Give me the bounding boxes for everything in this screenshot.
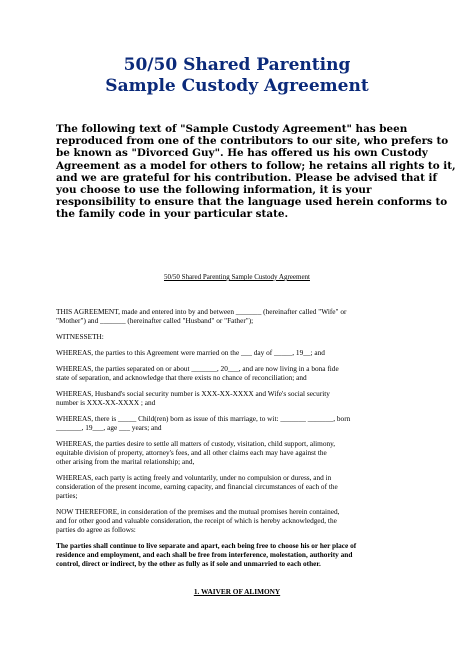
paragraph-line: parties; [56, 491, 78, 500]
paragraph-line: The parties shall continue to live separate and apart, each being free to choose his or her place of [56, 541, 357, 550]
agreement-paragraph [56, 307, 446, 325]
document-title-line-2: Sample Custody Agreement [105, 76, 369, 96]
paragraph-line: NOW THEREFORE, in consideration of the premises and the mutual promises herein contained, [56, 507, 340, 516]
paragraph-line: control, direct or indirect, by the other as fully as if sole and unmarried to each other. [56, 559, 321, 568]
agreement-paragraph [56, 507, 446, 534]
paragraph-line: WHEREAS, each party is acting freely and voluntarily, under no compulsion or duress, and in [56, 473, 332, 482]
agreement-paragraph [56, 414, 446, 432]
intro-line: and we are grateful for his contribution. Please be advised that if [56, 171, 437, 184]
intro-line: you choose to use the following information, it is your [56, 184, 372, 197]
agreement-paragraph [56, 389, 446, 407]
paragraph-line: number is XXX-XX-XXXX ; and [56, 398, 156, 407]
intro-line: responsibility to ensure that the language used herein conforms to [56, 196, 448, 209]
agreement-paragraph [56, 364, 446, 382]
paragraph-line: parties do agree as follows: [56, 525, 136, 534]
paragraph-line: WITNESSETH: [56, 332, 104, 341]
paragraph-line: "Mother") and _______ (hereinafter called "Husband" or "Father"); [56, 316, 254, 325]
paragraph-line: residence and employment, and each shall be free from interference, molestation, authority and [56, 550, 353, 559]
intro-paragraph [56, 123, 456, 221]
paragraph-line: _______, 19___, age ___ years; and [56, 423, 162, 432]
intro-line: Agreement as a model for others to follow; he retains all rights to it, [56, 159, 456, 172]
agreement-heading: 50/50 Shared Parenting Sample Custody Agreement [163, 273, 310, 281]
document-title-line-1: 50/50 Shared Parenting [123, 55, 351, 75]
section-heading-waiver-of-alimony: 1. WAIVER OF ALIMONY [193, 587, 281, 596]
paragraph-line: WHEREAS, there is _____ Child(ren) born as issue of this marriage, to wit: _______ _______, born [56, 414, 351, 423]
agreement-paragraph [56, 439, 446, 466]
paragraph-line: WHEREAS, the parties desire to settle all matters of custody, visitation, child support, alimony, [56, 439, 336, 448]
intro-line: reproduced from one of the contributors to our site, who prefers to [56, 135, 449, 148]
paragraph-line: state of separation, and acknowledge that there exists no chance of reconciliation; and [56, 373, 307, 382]
paragraph-line: WHEREAS, the parties separated on or about _______, 20___, and are now living in a bona fide [56, 364, 339, 373]
agreement-paragraph [56, 541, 446, 568]
paragraph-line: other arising from the marital relationship; and, [56, 457, 195, 466]
intro-line: the family code in your particular state. [56, 208, 289, 221]
paragraph-line: and for other good and valuable consideration, the receipt of which is hereby acknowledged, the [56, 516, 337, 525]
paragraph-line: THIS AGREEMENT, made and entered into by and between _______ (hereinafter called "Wife" or [56, 307, 347, 316]
agreement-paragraph [56, 332, 446, 341]
paragraph-line: equitable division of property, attorney's fees, and all other claims each may have against the [56, 448, 327, 457]
intro-line: be known as "Divorced Guy". He has offered us his own Custody [56, 147, 428, 160]
paragraph-line: WHEREAS, Husband's social security number is XXX-XX-XXXX and Wife's social security [56, 389, 330, 398]
agreement-body [56, 307, 446, 575]
paragraph-line: consideration of the present income, earning capacity, and financial circumstances of each of the [56, 482, 338, 491]
agreement-paragraph [56, 473, 446, 500]
agreement-paragraph [56, 348, 446, 357]
intro-line: The following text of "Sample Custody Agreement" has been [56, 123, 408, 135]
paragraph-line: WHEREAS, the parties to this Agreement were married on the ___ day of _____, 19__; and [56, 348, 325, 357]
